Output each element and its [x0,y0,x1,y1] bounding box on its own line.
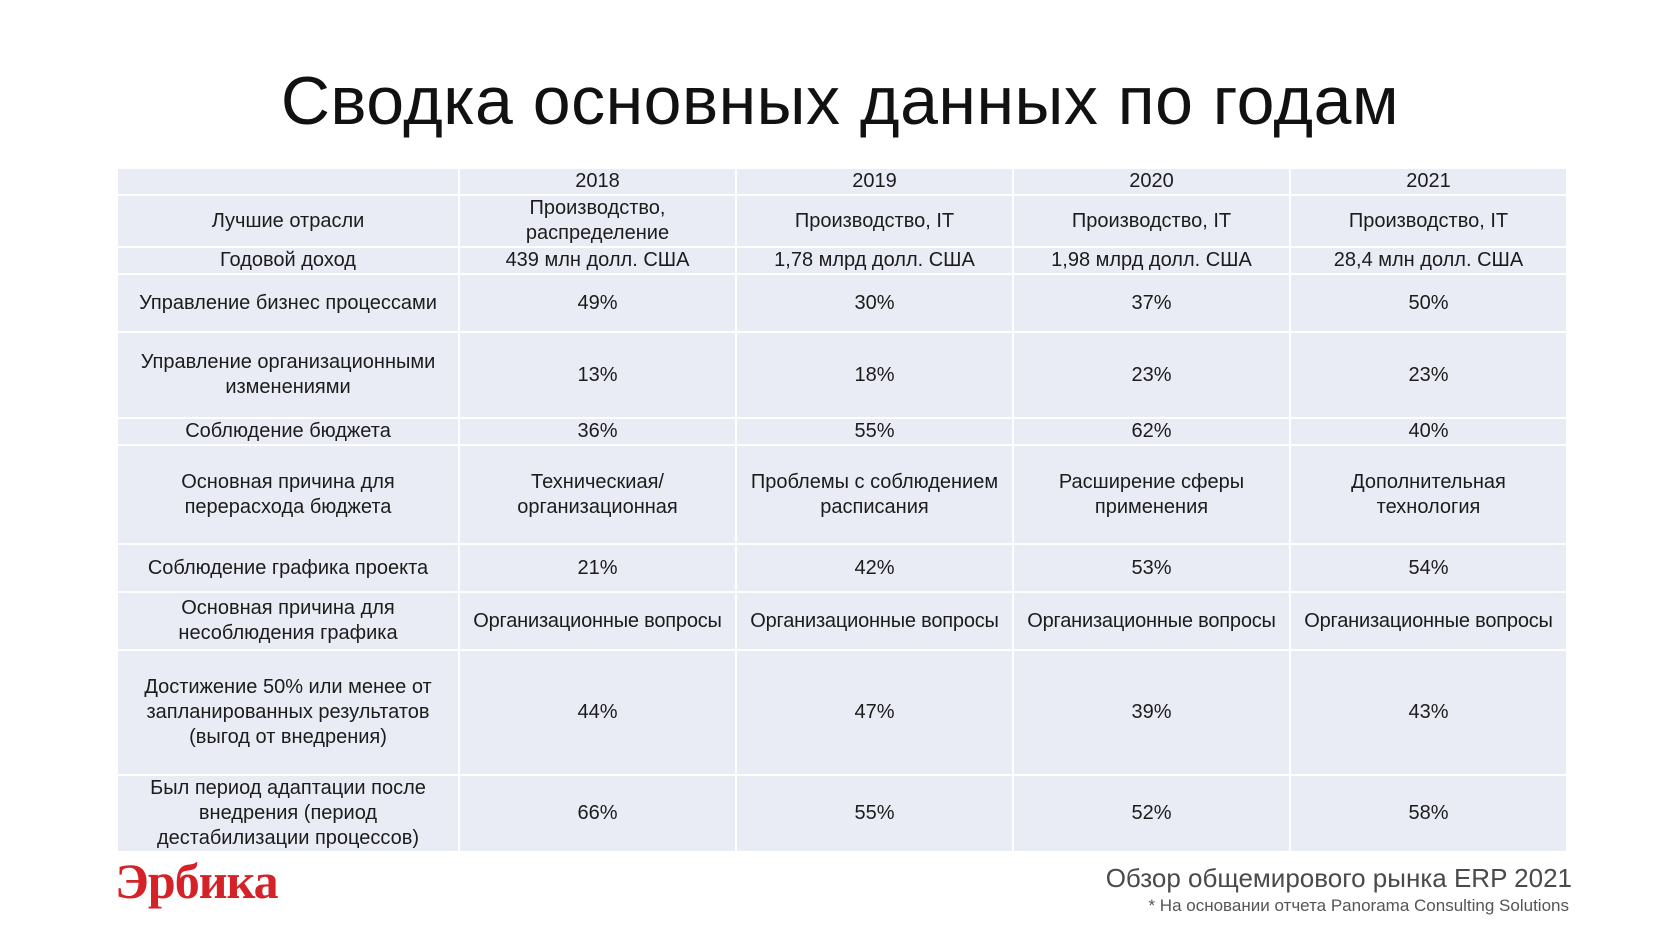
table-row [117,195,1567,247]
table-cell: 1,98 млрд долл. США [1013,247,1290,274]
table-cell: Производство, распределение [459,195,736,247]
row-label: Достижение 50% или менее от запланированных результатов (выгод от внедрения) [117,650,459,775]
header-cell-2019: 2019 [736,168,1013,195]
table-cell: Организационные вопросы [1013,592,1290,650]
table-cell: Проблемы с соблюдением расписания [736,445,1013,544]
table-cell: 28,4 млн долл. США [1290,247,1567,274]
row-label: Был период адаптации после внедрения (период дестабилизации процессов) [117,775,459,852]
row-label: Основная причина для несоблюдения графика [117,592,459,650]
table-header-row [117,168,1567,195]
table-cell: 52% [1013,775,1290,852]
row-label: Годовой доход [117,247,459,274]
table-cell: 21% [459,544,736,592]
header-cell-2018: 2018 [459,168,736,195]
table-cell: 55% [736,418,1013,445]
table-cell: 42% [736,544,1013,592]
summary-table [116,167,1568,853]
table-cell: 23% [1290,332,1567,418]
table-row [117,650,1567,775]
source-note: * На основании отчета Panorama Consulting Solutions [1148,896,1569,915]
table-cell: Производство, IT [736,195,1013,247]
page-title: Сводка основных данных по годам [280,63,1400,139]
table-cell: 53% [1013,544,1290,592]
table-cell: Организационные вопросы [736,592,1013,650]
table-cell: Организационные вопросы [459,592,736,650]
table-cell: 40% [1290,418,1567,445]
table-cell: 1,78 млрд долл. США [736,247,1013,274]
table-cell: 44% [459,650,736,775]
table-cell: Расширение сферы применения [1013,445,1290,544]
row-label: Лучшие отрасли [117,195,459,247]
table-cell: 66% [459,775,736,852]
table-row [117,418,1567,445]
table-row [117,544,1567,592]
table-cell: Дополнительная технология [1290,445,1567,544]
table-cell: 55% [736,775,1013,852]
table-row [117,247,1567,274]
table-cell: 23% [1013,332,1290,418]
table-cell: 47% [736,650,1013,775]
table-cell: 54% [1290,544,1567,592]
table-cell: 36% [459,418,736,445]
table-cell: 50% [1290,274,1567,332]
table-cell: 39% [1013,650,1290,775]
table-row [117,775,1567,852]
table-cell: Производство, IT [1290,195,1567,247]
summary-table-container [116,167,1565,853]
row-label: Основная причина для перерасхода бюджета [117,445,459,544]
table-row [117,592,1567,650]
table-cell: 62% [1013,418,1290,445]
table-cell: 58% [1290,775,1567,852]
table-cell: 18% [736,332,1013,418]
header-cell-2021: 2021 [1290,168,1567,195]
row-label: Соблюдение бюджета [117,418,459,445]
table-cell: 13% [459,332,736,418]
table-cell: 43% [1290,650,1567,775]
table-cell: 49% [459,274,736,332]
table-row [117,274,1567,332]
row-label: Управление бизнес процессами [117,274,459,332]
header-cell-empty [117,168,459,195]
row-label: Управление организационными изменениями [117,332,459,418]
table-cell: 37% [1013,274,1290,332]
erbika-logo: Эрбика [115,853,278,909]
table-cell: Организационные вопросы [1290,592,1567,650]
table-row [117,445,1567,544]
table-cell: 30% [736,274,1013,332]
row-label: Соблюдение графика проекта [117,544,459,592]
table-cell: Производство, IT [1013,195,1290,247]
table-row [117,332,1567,418]
table-cell: 439 млн долл. США [459,247,736,274]
report-title: Обзор общемирового рынка ERP 2021 [1105,863,1572,893]
table-cell: Техническиая/ организационная [459,445,736,544]
header-cell-2020: 2020 [1013,168,1290,195]
